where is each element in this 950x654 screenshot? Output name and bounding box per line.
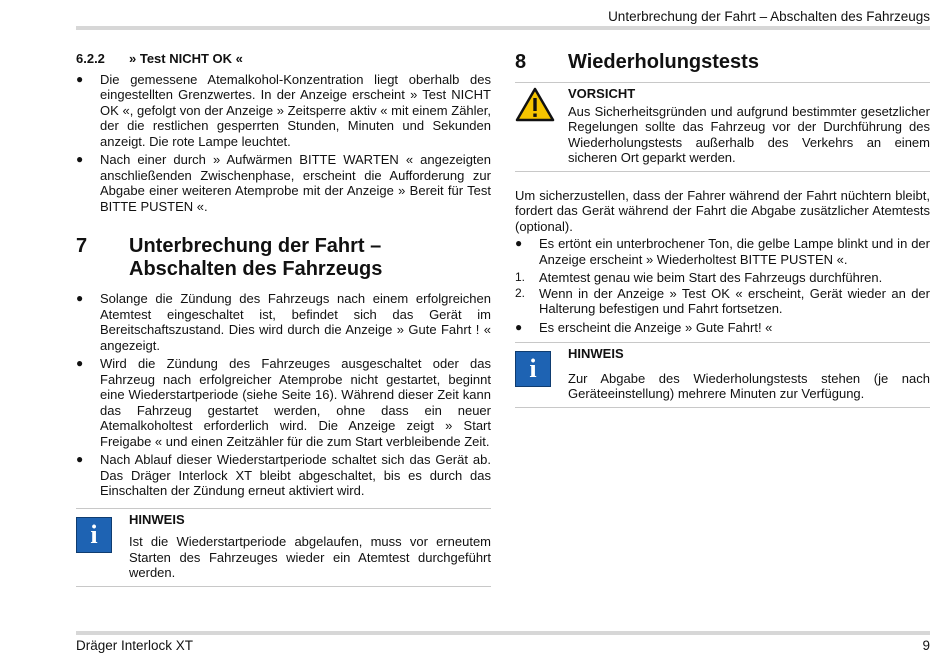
section-number: 8 [515, 51, 527, 73]
right-column [515, 51, 930, 408]
section-6-2-2-heading [76, 51, 491, 67]
bullet-icon: ● [515, 236, 523, 250]
note-box [76, 508, 491, 587]
left-column [76, 51, 491, 587]
info-icon: i [76, 517, 112, 553]
bullet-text: Nach einer durch » Aufwärmen BITTE WARTEN « angezeigten anschließenden Zwischenphase, erscheint die Aufforderung zur Abgabe einer weiteren Atemprobe mit der Anzeige » Bereit für Test BITTE PUSTEN «. [100, 152, 491, 214]
list-item [76, 291, 491, 353]
bullet-text: Solange die Zündung des Fahrzeugs nach einem erfolgreichen Atemtest eingeschaltet ist, befindet sich das Gerät im Bereitschaftszustand. Dies wird durch die Anzeige » Gute Fahrt ! « angezeigt. [100, 291, 491, 353]
section-number: 7 [76, 235, 88, 257]
bullet-icon: ● [76, 71, 84, 86]
info-icon: i [515, 351, 551, 387]
bullet-icon: ● [76, 452, 84, 466]
caution-box [515, 82, 930, 172]
note-box [515, 342, 930, 408]
bullet-text: Wird die Zündung des Fahrzeuges ausgeschaltet oder das Fahrzeug nach erfolgreicher Atemprobe nicht gestartet, beginnt eine Wiederstartperiode (siehe Seite 16). Während dieser Zeit kann das Fahrzeug gestartet werden, ohne dass ein neuer Atemalkoholtest erforderlich wird. Die Anzeige zeigt » Start Freigabe « und einen Zeitzähler für die zum Start verbleibende Zeit. [100, 356, 491, 449]
list-item [515, 320, 930, 336]
step-number: 1. [515, 270, 526, 284]
bullet-text: Nach Ablauf dieser Wiederstartperiode schaltet sich das Gerät ab. Das Dräger Interlock XT bleibt abgeschaltet, bis es durch das Einschalten der Zündung erneut aktiviert wird. [100, 452, 491, 498]
list-item [515, 236, 930, 267]
section-title: Wiederholungstests [568, 51, 759, 73]
list-item [76, 72, 491, 150]
step-number: 2. [515, 285, 526, 300]
bullet-icon: ● [76, 356, 84, 370]
bullet-text: Es erscheint die Anzeige » Gute Fahrt! « [539, 319, 773, 335]
running-header: Unterbrechung der Fahrt – Abschalten des Fahrzeugs [608, 9, 930, 24]
bullet-icon: ● [76, 291, 84, 305]
note-title: HINWEIS [568, 346, 624, 361]
footer-product: Dräger Interlock XT [76, 638, 194, 653]
footer-rule [76, 631, 930, 635]
list-item [76, 452, 491, 499]
section-title: » Test NICHT OK « [129, 51, 243, 66]
step-text: Wenn in der Anzeige » Test OK « erscheint, Gerät wieder an der Halterung befestigen und Fahrt fortsetzen. [539, 285, 930, 316]
caution-text: Aus Sicherheitsgründen und aufgrund bestimmter gesetzlicher Regelungen sollte das Fahrzeug vor der Durchführung des Wiederholungstests außerhalb des Verkehrs an einem sicheren Ort geparkt werden. [568, 103, 930, 165]
warning-icon [515, 87, 555, 123]
caution-title: VORSICHT [568, 86, 636, 101]
header-rule [76, 26, 930, 30]
section-number: 6.2.2 [76, 51, 105, 66]
bullet-icon: ● [76, 152, 84, 166]
list-item [76, 356, 491, 449]
note-text: Ist die Wiederstartperiode abgelaufen, muss vor erneutem Starten des Fahrzeuges wieder ein Atemtest durchgeführt werden. [129, 534, 491, 580]
bullet-icon: ● [515, 319, 523, 334]
note-text: Zur Abgabe des Wiederholungstests stehen (je nach Geräteeinstellung) mehrere Minuten zur Verfügung. [568, 370, 930, 401]
step-text: Atemtest genau wie beim Start des Fahrzeugs durchführen. [539, 270, 883, 285]
list-item [515, 270, 930, 286]
page-number: 9 [922, 638, 930, 653]
section-title-line2: Abschalten des Fahrzeugs [129, 258, 383, 280]
list-item [76, 152, 491, 214]
section-7-heading [76, 235, 491, 281]
note-title: HINWEIS [129, 511, 185, 527]
bullet-text: Die gemessene Atemalkohol-Konzentration liegt oberhalb des eingestellten Grenzwertes. In der Anzeige erscheint » Test NICHT OK «, gefolgt von der Anzeige » Zeitsperre aktiv « mit einem Zähler, der die restlichen gesperrten Stunden, Minuten und Sekunden anzeigt. Die rote Lampe leuchtet. [100, 71, 491, 149]
section-8-heading [515, 51, 930, 74]
list-item [515, 286, 930, 317]
section-title-line1: Unterbrechung der Fahrt – [129, 235, 382, 257]
bullet-text: Es ertönt ein unterbrochener Ton, die gelbe Lampe blinkt und in der Anzeige erscheint » Wiederholtest BITTE PUSTEN «. [539, 236, 930, 267]
intro-paragraph: Um sicherzustellen, dass der Fahrer während der Fahrt nüchtern bleibt, fordert das Gerät während der Fahrt die Abgabe zusätzlicher Atemtests (optional). [515, 187, 930, 234]
